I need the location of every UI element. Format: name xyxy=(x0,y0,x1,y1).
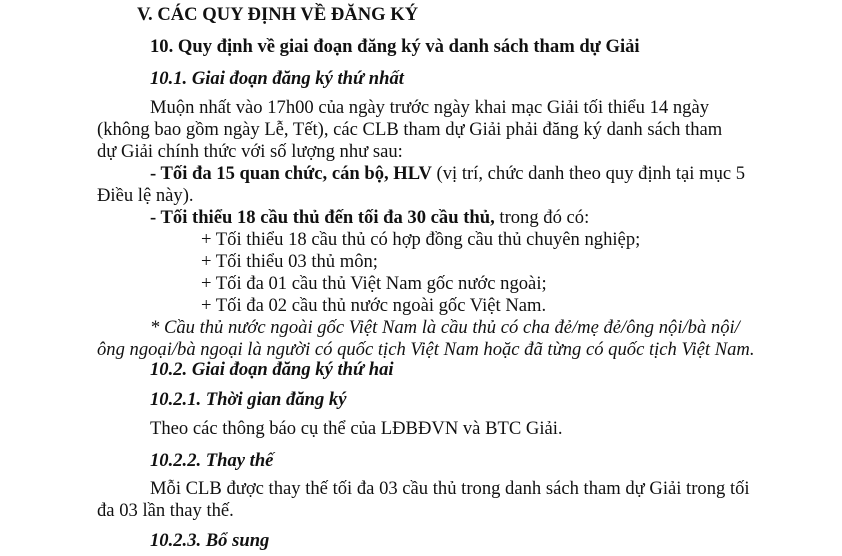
players-item-normal: trong đó có: xyxy=(494,207,590,228)
subsection-10-1-heading: 10.1. Giai đoạn đăng ký thứ nhất xyxy=(150,68,404,89)
officials-item-continuation: Điều lệ này). xyxy=(97,185,194,206)
players-sub-item: + Tối thiểu 03 thủ môn; xyxy=(201,251,378,272)
paragraph-line: đa 03 lần thay thế. xyxy=(97,500,234,521)
officials-item-bold: - Tối đa 15 quan chức, cán bộ, HLV xyxy=(150,163,432,184)
subsection-10-2-1-heading: 10.2.1. Thời gian đăng ký xyxy=(150,389,347,410)
paragraph-line: Muộn nhất vào 17h00 của ngày trước ngày khai mạc Giải tối thiểu 14 ngày xyxy=(150,97,709,118)
players-item-bold: - Tối thiểu 18 cầu thủ đến tối đa 30 cầu thủ, xyxy=(150,207,495,228)
players-sub-item: + Tối thiểu 18 cầu thủ có hợp đồng cầu thủ chuyên nghiệp; xyxy=(201,229,641,250)
footnote-line: ông ngoại/bà ngoại là người có quốc tịch Việt Nam hoặc đã từng có quốc tịch Việt Nam. xyxy=(97,339,755,360)
paragraph-line: dự Giải chính thức với số lượng như sau: xyxy=(97,141,403,162)
article-heading: 10. Quy định về giai đoạn đăng ký và danh sách tham dự Giải xyxy=(150,36,640,57)
players-item xyxy=(150,207,589,229)
players-sub-item: + Tối đa 01 cầu thủ Việt Nam gốc nước ngoài; xyxy=(201,273,547,294)
paragraph-line: (không bao gồm ngày Lễ, Tết), các CLB tham dự Giải phải đăng ký danh sách tham xyxy=(97,119,723,140)
officials-item xyxy=(150,163,745,185)
footnote-line: * Cầu thủ nước ngoài gốc Việt Nam là cầu thủ có cha đẻ/mẹ đẻ/ông nội/bà nội/ xyxy=(150,317,740,338)
subsection-10-2-3-heading: 10.2.3. Bổ sung xyxy=(150,530,270,551)
subsection-10-2-2-heading: 10.2.2. Thay thế xyxy=(150,450,274,471)
subsection-10-2-heading: 10.2. Giai đoạn đăng ký thứ hai xyxy=(150,359,394,380)
players-sub-item: + Tối đa 02 cầu thủ nước ngoài gốc Việt Nam. xyxy=(201,295,547,316)
paragraph-line: Theo các thông báo cụ thể của LĐBĐVN và BTC Giải. xyxy=(150,418,563,439)
officials-item-normal: (vị trí, chức danh theo quy định tại mục 5 xyxy=(431,163,746,184)
paragraph-line: Mỗi CLB được thay thế tối đa 03 cầu thủ trong danh sách tham dự Giải trong tối xyxy=(150,478,750,499)
section-heading: V. CÁC QUY ĐỊNH VỀ ĐĂNG KÝ xyxy=(137,4,419,25)
